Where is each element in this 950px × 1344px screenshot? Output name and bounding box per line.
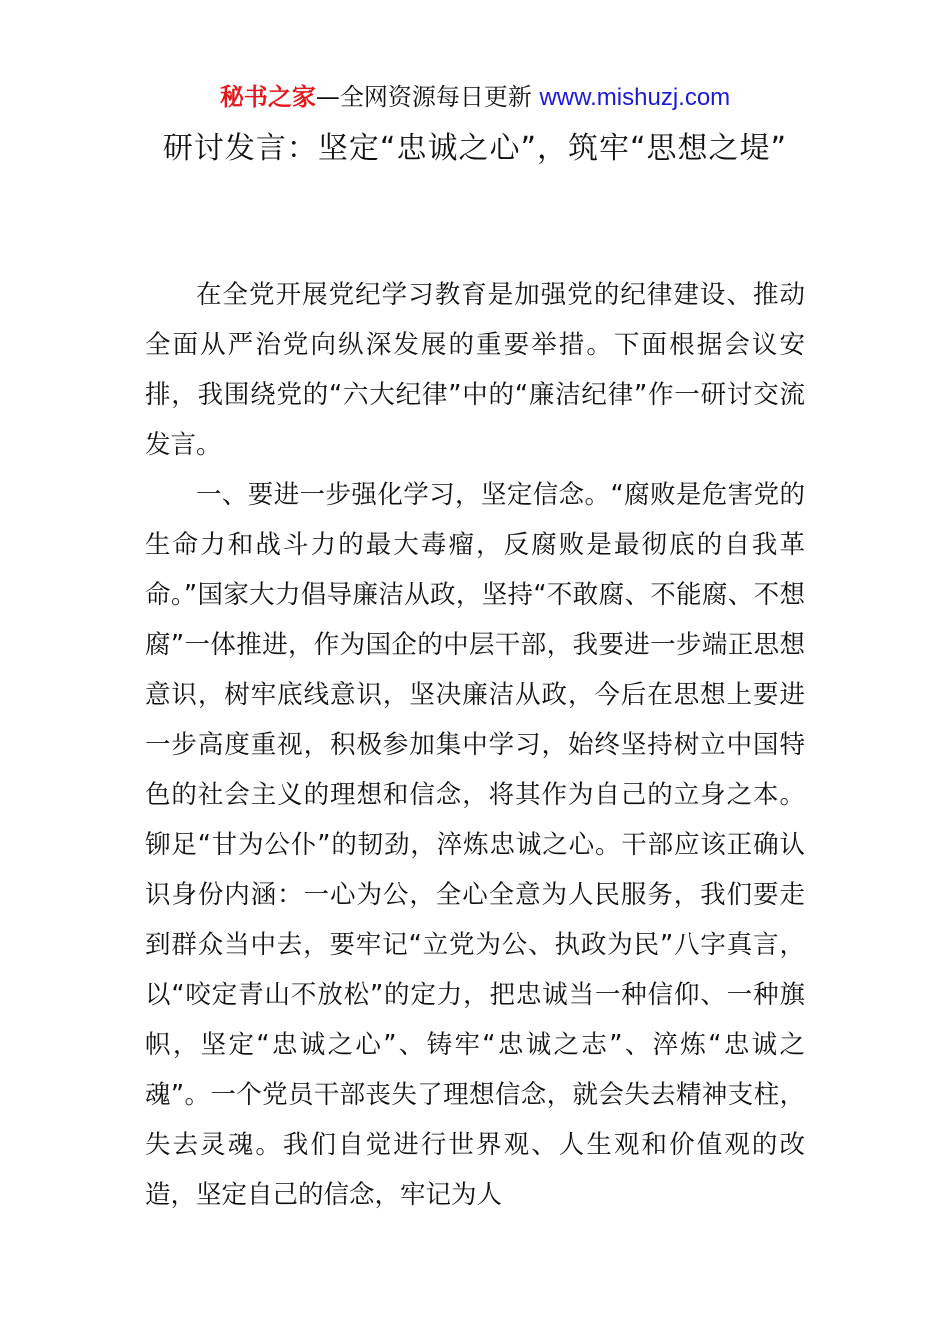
body-paragraph: 在全党开展党纪学习教育是加强党的纪律建设、推动全面从严治党向纵深发展的重要举措。下面根据会议安排，我围绕党的“六大纪律”中的“廉洁纪律”作一研讨交流发言。 (145, 280, 805, 460)
site-tagline: —全网资源每日更新 (315, 83, 540, 111)
site-brand: 秘书之家 (219, 83, 316, 111)
body-paragraph: 一、要进一步强化学习，坚定信念。“腐败是危害党的生命力和战斗力的最大毒瘤，反腐败是最彻底的自我革命。”国家大力倡导廉洁从政，坚持“不敢腐、不能腐、不想腐”一体推进，作为国企的中层干部，我要进一步端正思想意识，树牢底线意识，坚决廉洁从政，今后在思想上要进一步高度重视，积极参加集中学习，始终坚持树立中国特色的社会主义的理想和信念，将其作为自己的立身之本。铆足“甘为公仆”的韧劲，淬炼忠诚之心。干部应该正确认识身份内涵：一心为公，全心全意为人民服务，我们要走到群众当中去，要牢记“立党为公、执政为民”八字真言，以“咬定青山不放松”的定力，把忠诚当一种信仰、一种旗帜，坚定“忠诚之心”、铸牢“忠诚之志”、淬炼“忠诚之魂”。一个党员干部丧失了理想信念，就会失去精神支柱，失去灵魂。我们自觉进行世界观、人生观和价值观的改造，坚定自己的信念，牢记为人 (145, 480, 805, 1210)
site-banner (0, 80, 950, 115)
document-title: 研讨发言：坚定“忠诚之心”，筑牢“思想之堤” (162, 131, 788, 166)
document-body (145, 270, 805, 1220)
site-url-link[interactable]: www.mishuzj.com (539, 84, 731, 111)
